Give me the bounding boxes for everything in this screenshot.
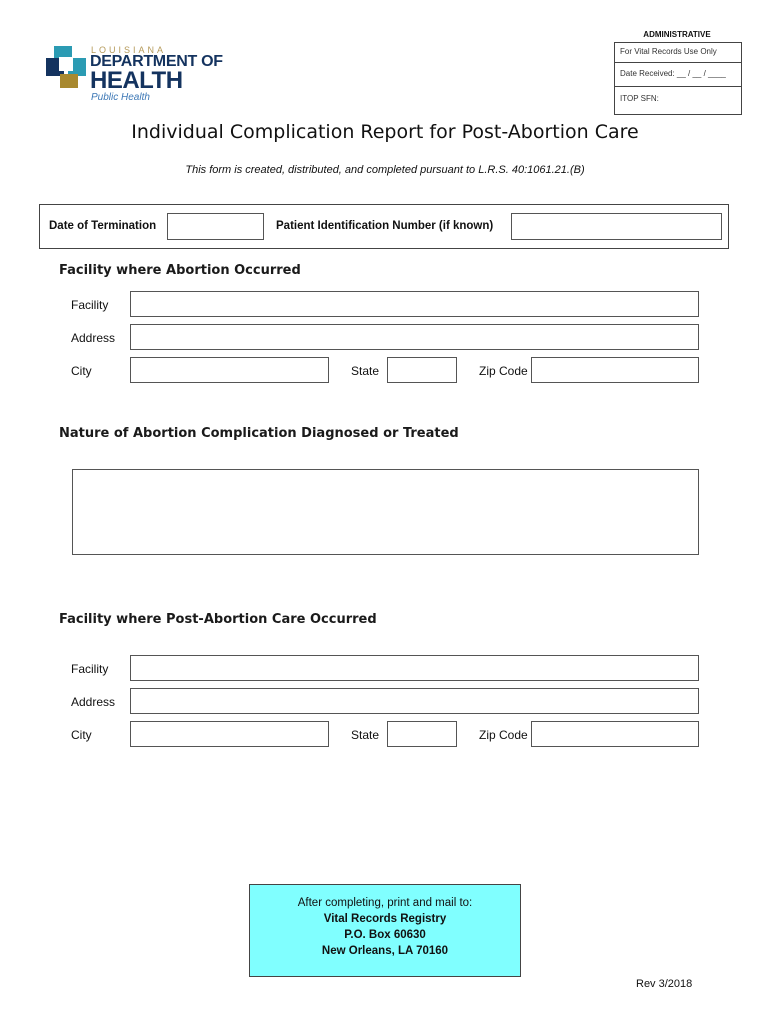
abortion-facility-label: Facility [71,298,109,312]
abortion-city-label: City [71,364,92,378]
admin-line-vital-records: For Vital Records Use Only [620,47,717,56]
abortion-facility-field[interactable] [130,291,699,317]
revision-label: Rev 3/2018 [636,978,693,990]
care-zip-label: Zip Code [479,728,528,742]
admin-line-date-received: Date Received: __ / __ / ____ [620,69,726,78]
care-state-field[interactable] [387,721,457,747]
abortion-facility-heading: Facility where Abortion Occurred [59,263,301,278]
care-facility-field[interactable] [130,655,699,681]
form-subtitle: This form is created, distributed, and completed pursuant to L.R.S. 40:1061.21.(B) [185,164,585,176]
mailing-intro: After completing, print and mail to: [297,897,473,909]
date-of-termination-label: Date of Termination [49,220,157,232]
care-address-field[interactable] [130,688,699,714]
logo-department-text: DEPARTMENT OF [90,53,223,70]
date-of-termination-field[interactable] [167,213,264,240]
mailing-registry: Vital Records Registry [323,913,447,925]
care-address-label: Address [71,695,116,709]
form-title: Individual Complication Report for Post-Abortion Care [131,121,639,143]
logo-agency-text: HEALTH [90,67,183,94]
care-city-field[interactable] [130,721,329,747]
mailing-address-box [249,884,521,977]
care-city-label: City [71,728,92,742]
care-facility-heading: Facility where Post-Abortion Care Occurred [59,612,377,627]
mailing-po-box: P.O. Box 60630 [344,929,426,941]
patient-id-field[interactable] [511,213,722,240]
patient-id-label: Patient Identification Number (if known) [276,220,494,232]
admin-divider [615,62,741,63]
complication-textarea[interactable] [72,469,699,555]
abortion-zip-label: Zip Code [479,364,528,378]
abortion-zip-field[interactable] [531,357,699,383]
abortion-state-field[interactable] [387,357,457,383]
admin-box [614,42,742,115]
complication-heading: Nature of Abortion Complication Diagnosed or Treated [59,426,459,441]
admin-heading: ADMINISTRATIVE [643,30,711,39]
abortion-state-label: State [351,364,380,378]
care-state-label: State [351,728,380,742]
admin-divider [615,86,741,87]
identification-frame [39,204,729,249]
abortion-address-field[interactable] [130,324,699,350]
admin-line-itop-sfn: ITOP SFN: [620,94,659,103]
care-facility-label: Facility [71,662,109,676]
mailing-city: New Orleans, LA 70160 [321,945,449,957]
care-zip-field[interactable] [531,721,699,747]
abortion-city-field[interactable] [130,357,329,383]
logo-state-text: LOUISIANA [91,45,167,55]
logo-division-text: Public Health [91,92,150,103]
abortion-address-label: Address [71,331,116,345]
logo-mark-icon [46,46,88,88]
